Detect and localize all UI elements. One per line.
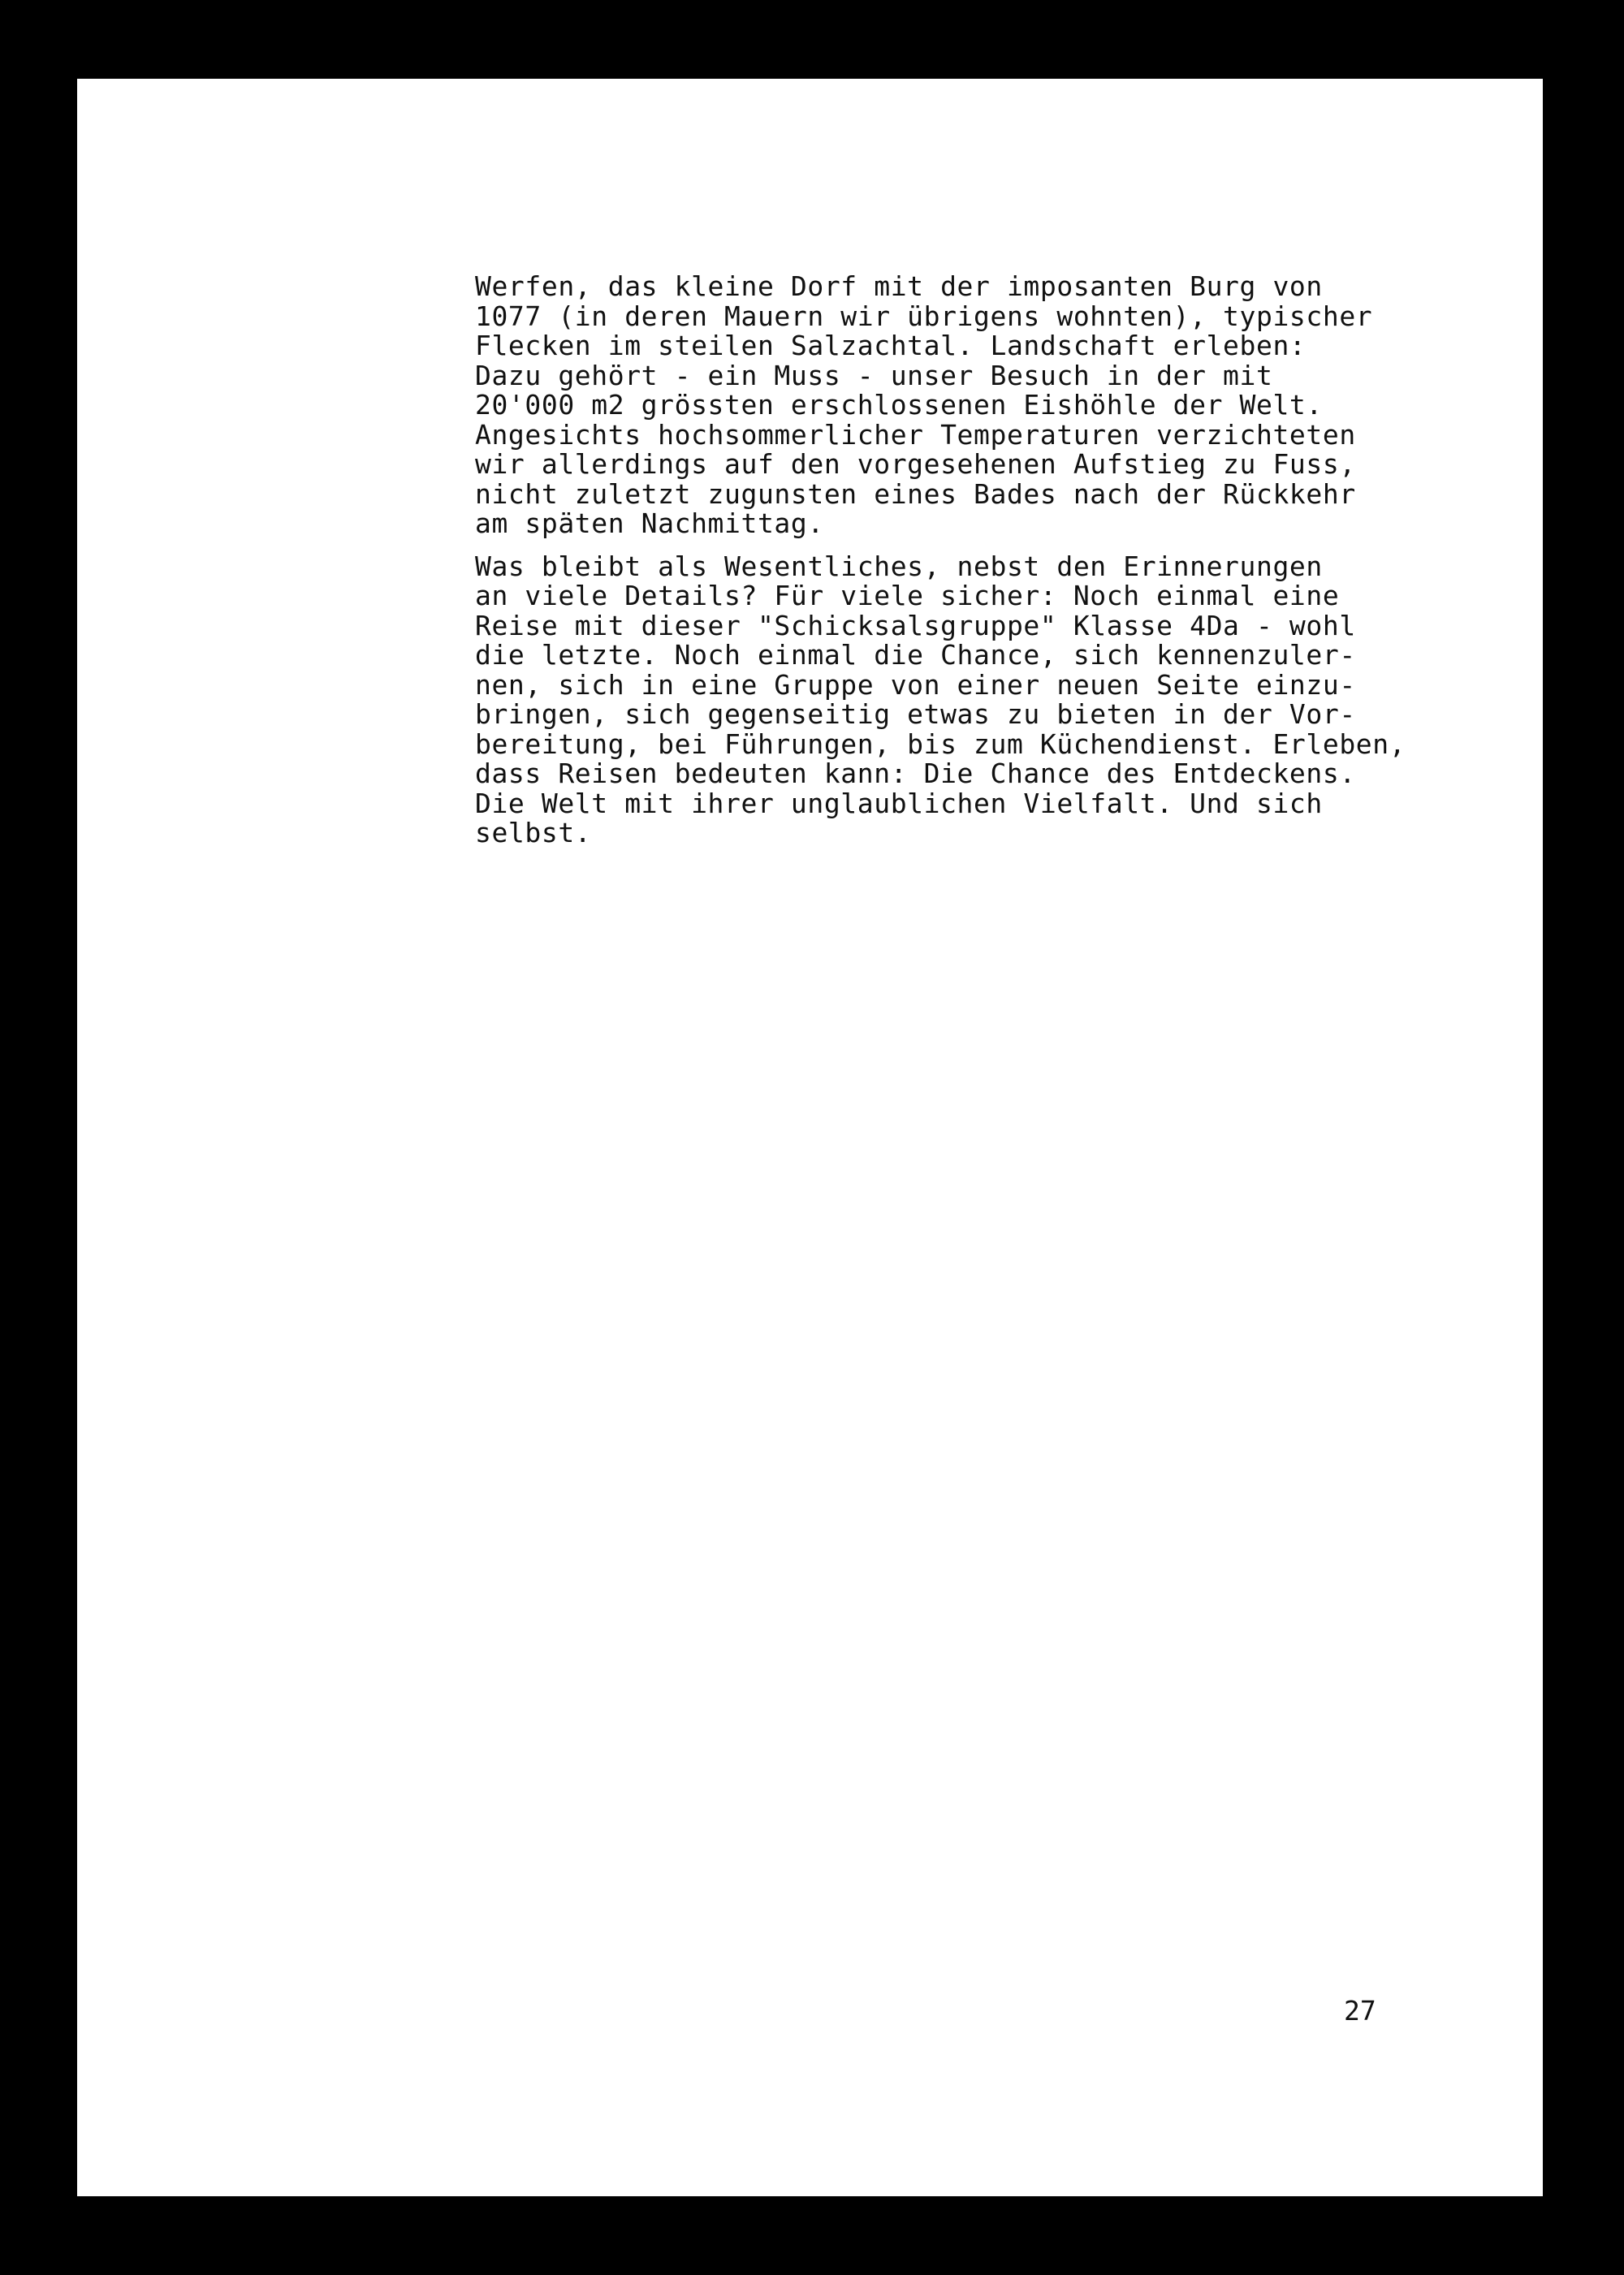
text-line: Angesichts hochsommerlicher Temperaturen verzichteten <box>475 418 1356 451</box>
text-line: Dazu gehört - ein Muss - unser Besuch in der mit <box>475 359 1273 391</box>
paragraph <box>475 272 1579 539</box>
text-line: die letzte. Noch einmal die Chance, sich kennenzuler- <box>475 639 1356 671</box>
text-line: 1077 (in deren Mauern wir übrigens wohnten), typischer <box>475 300 1373 332</box>
text-line: Reise mit dieser "Schicksalsgruppe" Klasse 4Da - wohl <box>475 609 1356 641</box>
text-line: Was bleibt als Wesentliches, nebst den Erinnerungen <box>475 550 1323 582</box>
paragraph <box>475 552 1579 848</box>
text-line: Flecken im steilen Salzachtal. Landschaft erleben: <box>475 330 1307 361</box>
body-text <box>475 272 1579 848</box>
text-line: bereitung, bei Führungen, bis zum Küchendienst. Erleben, <box>475 727 1406 760</box>
text-line: nen, sich in eine Gruppe von einer neuen Seite einzu- <box>475 668 1356 701</box>
text-line: an viele Details? Für viele sicher: Noch einmal eine <box>475 580 1340 611</box>
text-line: dass Reisen bedeuten kann: Die Chance des Entdeckens. <box>475 758 1356 789</box>
text-line: 20'000 m2 grössten erschlossenen Eishöhle der Welt. <box>475 389 1323 421</box>
text-line: Die Welt mit ihrer unglaublichen Vielfalt. Und sich <box>475 787 1323 819</box>
text-line: wir allerdings auf den vorgesehenen Aufstieg zu Fuss, <box>475 448 1356 480</box>
text-line: nicht zuletzt zugunsten eines Bades nach der Rückkehr <box>475 477 1356 510</box>
text-line: bringen, sich gegenseitig etwas zu bieten in der Vor- <box>475 698 1356 730</box>
text-line: Werfen, das kleine Dorf mit der imposanten Burg von <box>475 270 1323 302</box>
document-page <box>77 79 1543 2196</box>
text-line: am späten Nachmittag. <box>475 507 824 539</box>
page-number: 27 <box>1344 1995 1376 2027</box>
text-line: selbst. <box>475 817 592 848</box>
